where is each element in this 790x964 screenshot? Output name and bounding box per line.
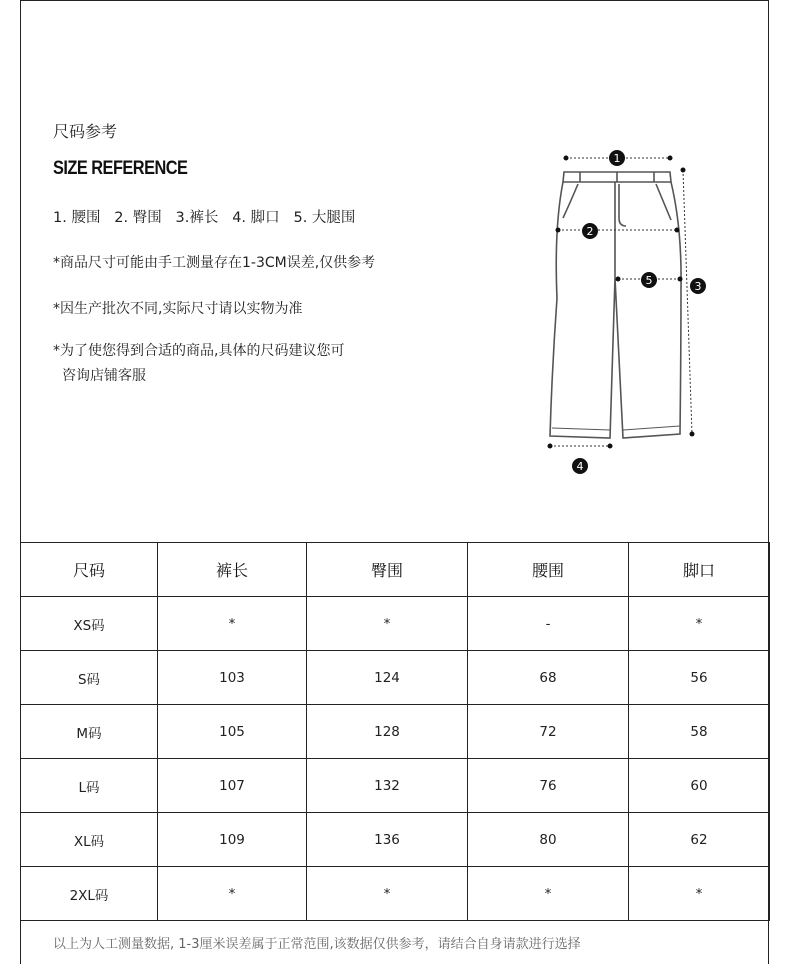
header-length: 裤长	[158, 543, 307, 597]
cell-length: 107	[158, 759, 307, 813]
cell-length: 103	[158, 651, 307, 705]
size-table	[20, 542, 770, 921]
pants-diagram	[540, 148, 720, 488]
cell-waist: -	[468, 597, 629, 651]
note-batch-difference: *因生产批次不同,实际尺寸请以实物为准	[53, 301, 303, 317]
cell-waist: 72	[468, 705, 629, 759]
marker-5-label: 5	[645, 274, 653, 287]
pants-outline-icon	[550, 172, 681, 438]
header-waist: 腰围	[468, 543, 629, 597]
cell-waist: *	[468, 867, 629, 921]
cell-size: XL码	[21, 813, 158, 867]
cell-length: *	[158, 867, 307, 921]
cell-hip: 136	[307, 813, 468, 867]
page-title: 尺码参考	[53, 122, 118, 141]
cell-size: S码	[21, 651, 158, 705]
cell-hip: *	[307, 867, 468, 921]
note-size-advice: *为了使您得到合适的商品,具体的尺码建议您可	[53, 343, 345, 359]
cell-hem: 58	[629, 705, 770, 759]
cell-hem: 62	[629, 813, 770, 867]
cell-length: *	[158, 597, 307, 651]
cell-hip: *	[307, 597, 468, 651]
table-row	[21, 867, 770, 921]
table-header-row	[21, 543, 770, 597]
marker-1-icon	[609, 150, 625, 166]
table-row	[21, 597, 770, 651]
marker-2-icon	[582, 223, 598, 239]
marker-3-icon	[690, 278, 706, 294]
cell-hem: 56	[629, 651, 770, 705]
marker-5-icon	[641, 272, 657, 288]
cell-waist: 76	[468, 759, 629, 813]
cell-waist: 80	[468, 813, 629, 867]
table-row	[21, 705, 770, 759]
cell-length: 109	[158, 813, 307, 867]
note-error-margin: *商品尺寸可能由手工测量存在1-3CM误差,仅供参考	[53, 255, 376, 271]
cell-hem: *	[629, 597, 770, 651]
marker-3-label: 3	[694, 280, 702, 293]
header-hip: 臀围	[307, 543, 468, 597]
table-row	[21, 759, 770, 813]
cell-size: 2XL码	[21, 867, 158, 921]
cell-size: M码	[21, 705, 158, 759]
cell-size: XS码	[21, 597, 158, 651]
table-row	[21, 651, 770, 705]
measurement-legend: 1. 腰围 2. 臀围 3.裤长 4. 脚口 5. 大腿围	[53, 210, 356, 226]
marker-2-label: 2	[586, 225, 594, 238]
cell-hem: 60	[629, 759, 770, 813]
header-size: 尺码	[21, 543, 158, 597]
marker-4-label: 4	[576, 460, 584, 473]
marker-4-icon	[572, 458, 588, 474]
cell-size: L码	[21, 759, 158, 813]
cell-hem: *	[629, 867, 770, 921]
cell-hip: 128	[307, 705, 468, 759]
cell-hip: 124	[307, 651, 468, 705]
footer-disclaimer: 以上为人工测量数据, 1-3厘米误差属于正常范围,该数据仅供参考，请结合自身请款进行选择	[53, 937, 581, 952]
size-reference-heading: SIZE REFERENCE	[53, 158, 188, 179]
cell-length: 105	[158, 705, 307, 759]
cell-waist: 68	[468, 651, 629, 705]
table-row	[21, 813, 770, 867]
marker-1-label: 1	[613, 152, 621, 165]
header-hem: 脚口	[629, 543, 770, 597]
note-contact-service: 咨询店铺客服	[62, 368, 146, 384]
cell-hip: 132	[307, 759, 468, 813]
